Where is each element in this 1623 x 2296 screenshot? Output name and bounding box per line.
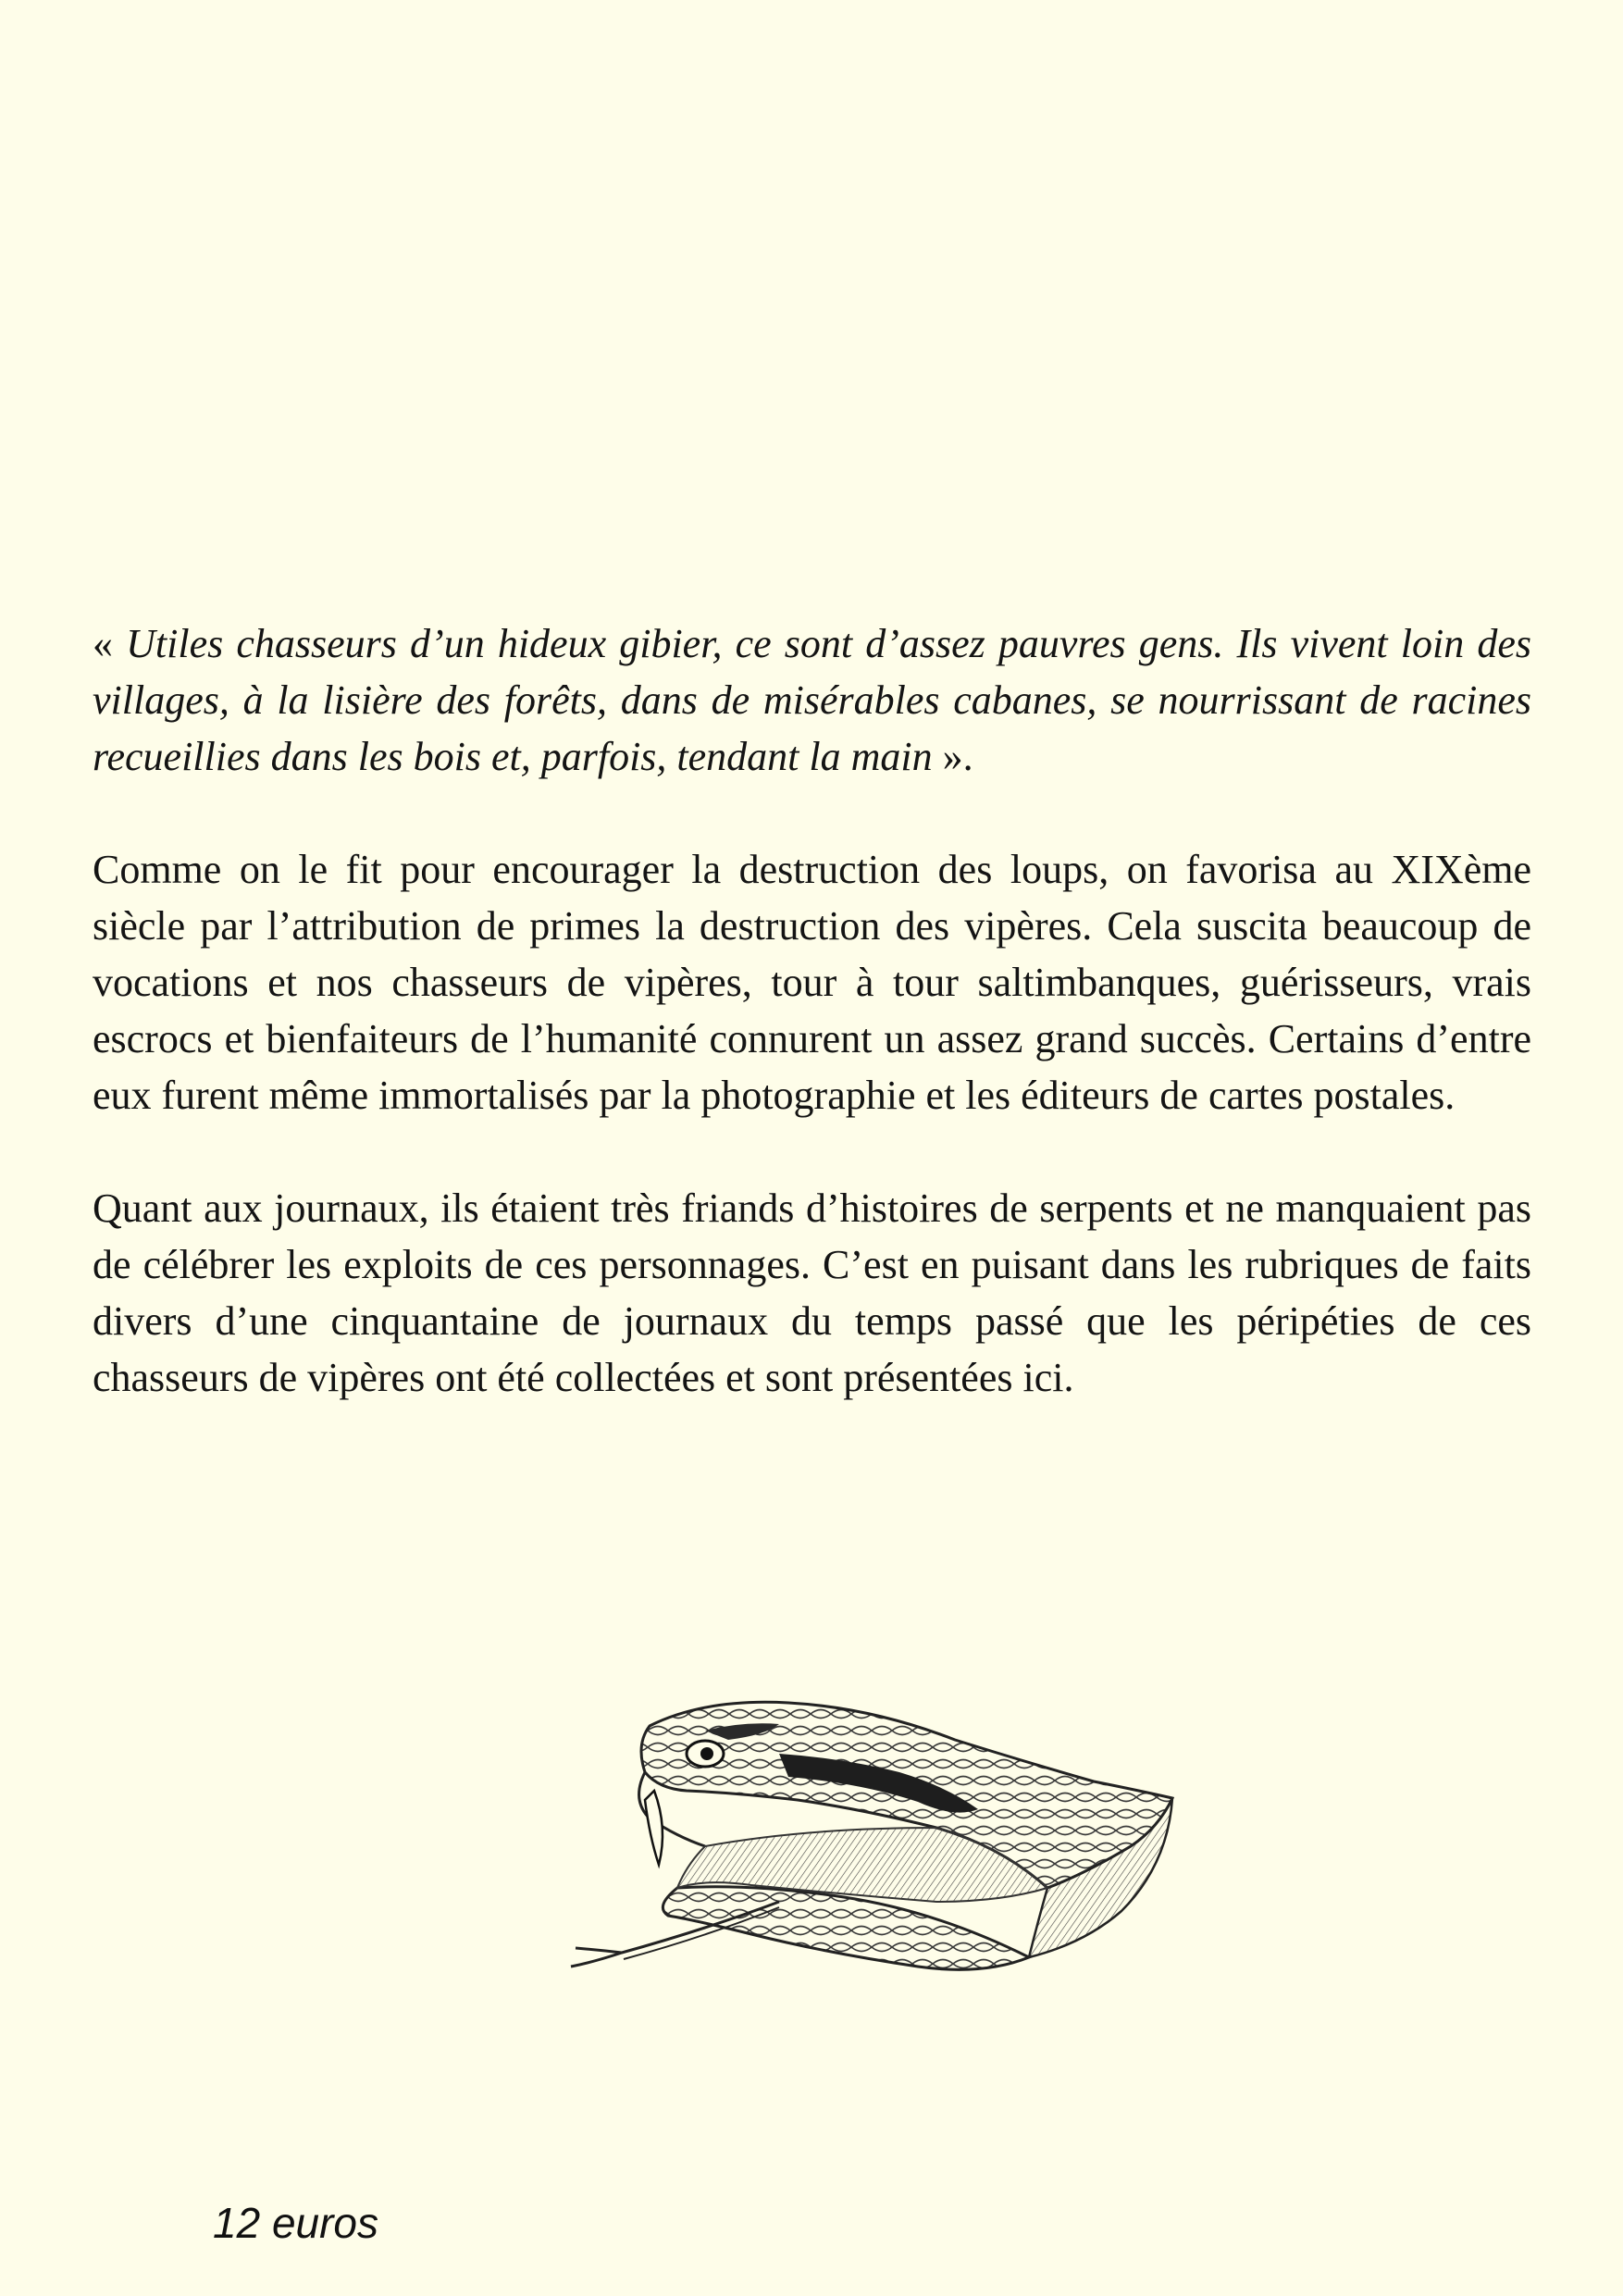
paragraph-primes: Comme on le fit pour encourager la destruction des loups, on favorisa au XIXème siècle par l’attribution de primes la destruction des vipères. Cela suscita beaucoup de vocations et nos chasseurs de vipères, tour à tour saltimbanques, guérisseurs, vrais escrocs et bienfaiteurs de l’humanité connurent un assez grand succès. Certains d’entre eux furent même immortalisés par la photographie et les éditeurs de cartes postales. (93, 847, 1531, 1118)
quote-text: Utiles chasseurs d’un hideux gibier, ce sont d’assez pauvres gens. Ils vivent loin des villages, à la lisière des forêts, dans de misérables cabanes, se nourrissant de racines recueillies dans les bois et, parfois, tendant la main (93, 621, 1532, 779)
price-label: 12 euros (213, 2199, 379, 2247)
quote-paragraph (93, 615, 1531, 785)
quote-close-mark: ». (932, 734, 973, 779)
paragraph-journaux: Quant aux journaux, ils étaient très friands d’histoires de serpents et ne manquaient pas de célébrer les exploits de ces personnages. C’est en puisant dans les rubriques de faits divers d’une cinquantaine de journaux du temps passé que les péripéties de ces chasseurs de vipères ont été collectées et sont présentées ici. (93, 1185, 1531, 1400)
blurb-text (93, 615, 1531, 1406)
viper-head-icon (566, 1689, 1177, 2022)
quote-open-mark: « (93, 621, 127, 666)
